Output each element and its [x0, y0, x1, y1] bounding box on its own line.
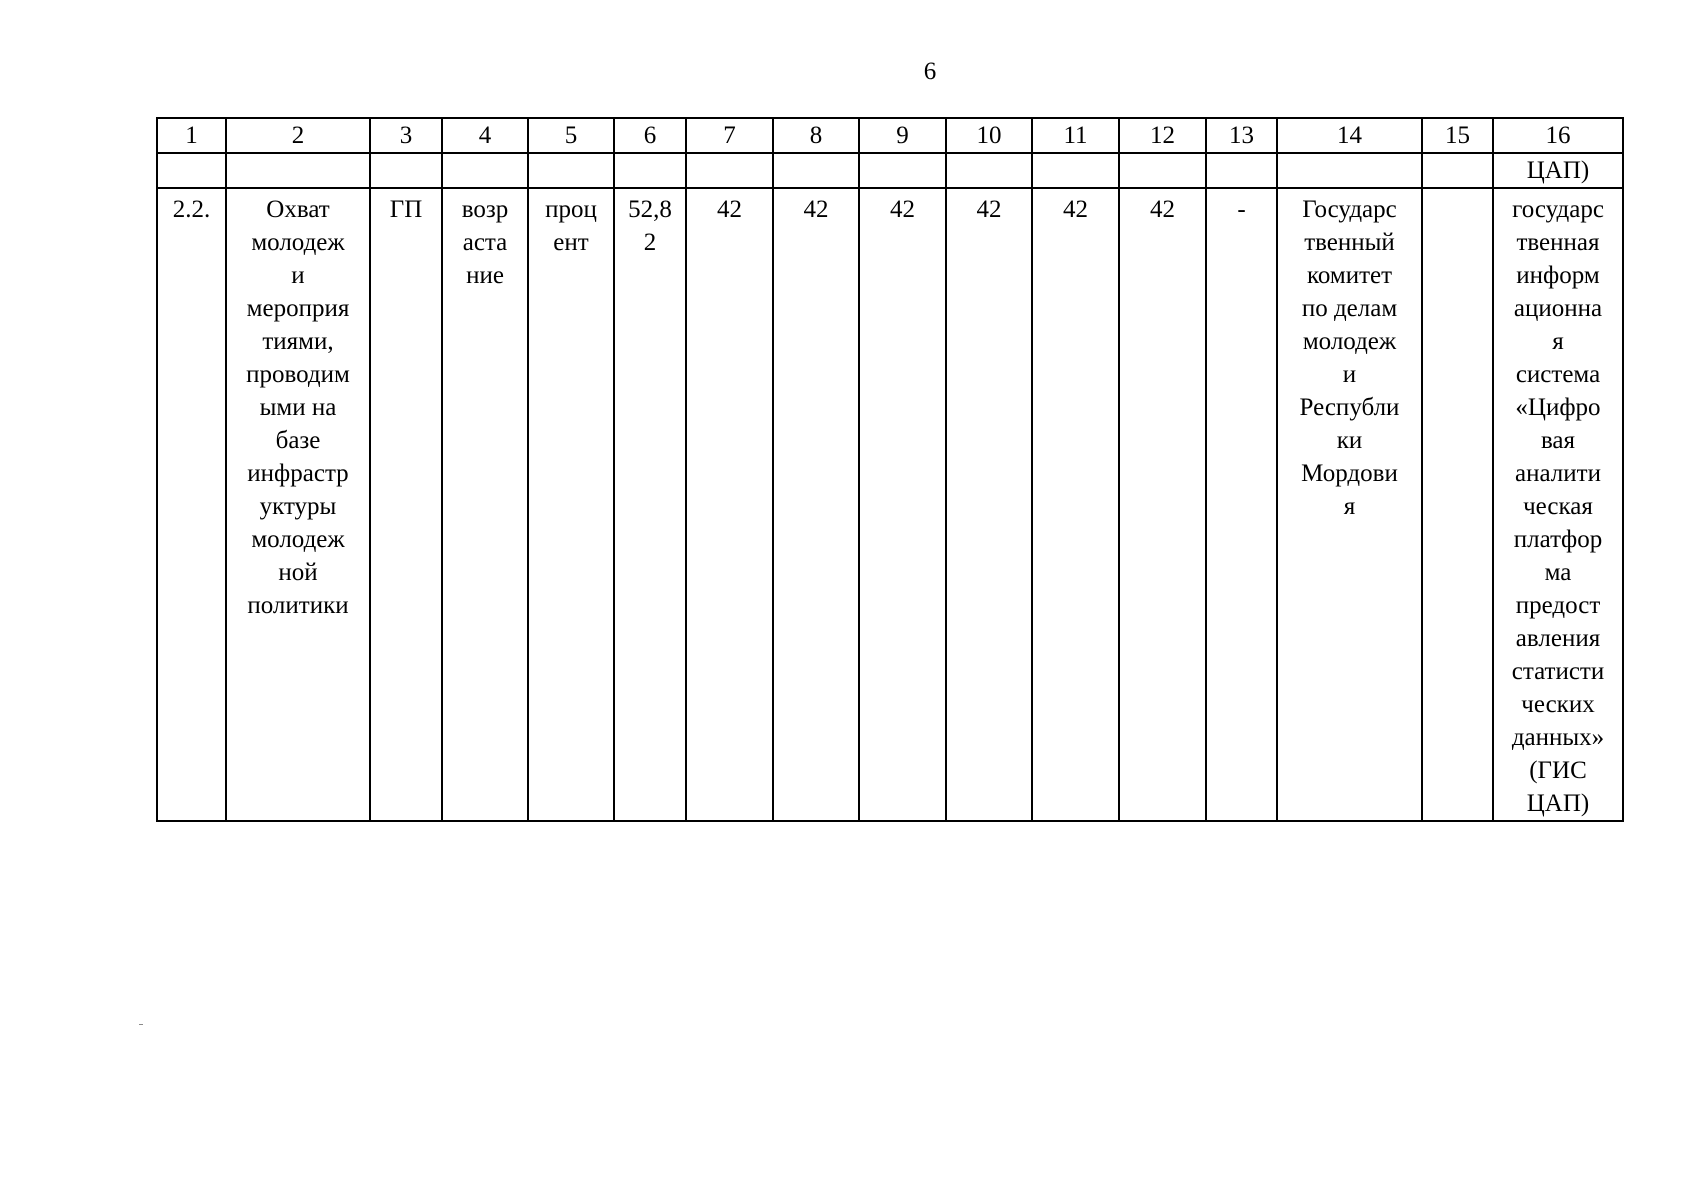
- cell-text: [617, 193, 683, 259]
- column-number: 7: [686, 118, 773, 153]
- cell-line: ационна: [1513, 295, 1603, 322]
- column-number: 11: [1032, 118, 1119, 153]
- table-cell: [442, 153, 528, 188]
- cell-line: 52,8: [628, 196, 672, 223]
- cell-line: платфор: [1513, 526, 1603, 553]
- cell-info-system: [1493, 188, 1623, 821]
- table-cell: [614, 153, 686, 188]
- cell-base-value: [614, 188, 686, 821]
- cell-value: [1119, 188, 1206, 821]
- indicator-table: [156, 117, 1624, 822]
- page-number: 6: [923, 58, 937, 85]
- column-number: 13: [1206, 118, 1277, 153]
- cell-line: 42: [717, 196, 742, 223]
- cell-line: предост: [1515, 592, 1601, 619]
- cell-text: [229, 193, 367, 622]
- cell-value: [859, 188, 946, 821]
- cell-line: авления: [1515, 625, 1601, 652]
- table-cell: ЦАП): [1493, 153, 1623, 188]
- cell-line: 42: [890, 196, 915, 223]
- column-number: 6: [614, 118, 686, 153]
- cell-line: -: [1237, 196, 1246, 223]
- cell-empty: [1422, 188, 1493, 821]
- table-cell: [1119, 153, 1206, 188]
- cell-unit: [528, 188, 614, 821]
- table-row: [157, 188, 1623, 821]
- column-number-row: [157, 118, 1623, 153]
- cell-line: 2: [643, 229, 657, 256]
- cell-number: [157, 188, 226, 821]
- cell-text: [862, 193, 943, 226]
- table-cell: [1032, 153, 1119, 188]
- table-cell: [859, 153, 946, 188]
- cell-line: возр: [461, 196, 509, 223]
- cell-responsible: [1277, 188, 1422, 821]
- cell-line: Государс: [1302, 196, 1397, 223]
- cell-text: [949, 193, 1029, 226]
- cell-line: ГП: [389, 196, 423, 223]
- cell-line: и: [1342, 361, 1357, 388]
- cell-line: ент: [553, 229, 589, 256]
- cell-line: твенная: [1516, 229, 1600, 256]
- table-cell: [370, 153, 442, 188]
- cell-line: инфрастр: [247, 460, 349, 487]
- cell-line: Мордови: [1301, 460, 1398, 487]
- cell-line: ма: [1544, 559, 1572, 586]
- cell-text: [531, 193, 611, 259]
- cell-line: 42: [803, 196, 829, 223]
- cell-line: 42: [1063, 196, 1088, 223]
- cell-line: молодеж: [251, 526, 345, 553]
- cell-line: ческих: [1521, 691, 1595, 718]
- cell-text: [445, 193, 525, 292]
- cell-line: ной: [278, 559, 318, 586]
- cell-line: я: [1552, 328, 1564, 355]
- cell-line: твенный: [1304, 229, 1395, 256]
- cell-line: данных»: [1511, 724, 1605, 751]
- cell-dash: [1206, 188, 1277, 821]
- table-cell: [686, 153, 773, 188]
- cell-line: вая: [1540, 427, 1576, 454]
- cell-line: базе: [275, 427, 321, 454]
- table-cell: [157, 153, 226, 188]
- cell-line: статисти: [1511, 658, 1605, 685]
- table-cell: [1277, 153, 1422, 188]
- cell-value: [1032, 188, 1119, 821]
- cell-value: [686, 188, 773, 821]
- cell-text: [373, 193, 439, 226]
- cell-line: 42: [976, 196, 1002, 223]
- cell-line: проц: [545, 196, 597, 223]
- cell-indicator-name: [226, 188, 370, 821]
- cell-line: 2.2.: [172, 196, 211, 223]
- cell-line: я: [1343, 493, 1356, 520]
- table-cell: [226, 153, 370, 188]
- table-cell: [1422, 153, 1493, 188]
- cell-line: молодеж: [251, 229, 345, 256]
- cell-line: проводим: [246, 361, 350, 388]
- cell-text: [1496, 193, 1620, 820]
- cell-trend: [442, 188, 528, 821]
- table-cell: [1206, 153, 1277, 188]
- cell-line: и: [291, 262, 305, 289]
- column-number: 4: [442, 118, 528, 153]
- continuation-row: [157, 153, 1623, 188]
- column-number: 5: [528, 118, 614, 153]
- cell-line: политики: [247, 592, 349, 619]
- cell-text: [1209, 193, 1274, 226]
- column-number: 8: [773, 118, 859, 153]
- column-number: 12: [1119, 118, 1206, 153]
- cell-line: Республи: [1299, 394, 1400, 421]
- cell-line: аста: [462, 229, 508, 256]
- column-number: 1: [157, 118, 226, 153]
- cell-text: [1035, 193, 1116, 226]
- cell-line: «Цифро: [1515, 394, 1601, 421]
- cell-line: уктуры: [259, 493, 337, 520]
- cell-line: система: [1515, 361, 1601, 388]
- cell-text: [1280, 193, 1419, 523]
- table-cell: [773, 153, 859, 188]
- cell-value: [773, 188, 859, 821]
- cell-line: аналити: [1515, 460, 1601, 487]
- column-number: 9: [859, 118, 946, 153]
- cell-line: государс: [1512, 196, 1604, 223]
- cell-line: комитет: [1306, 262, 1393, 289]
- cell-text: [689, 193, 770, 226]
- cell-line: ыми на: [259, 394, 337, 421]
- cell-line: ческая: [1523, 493, 1593, 520]
- cell-line: молодеж: [1302, 328, 1397, 355]
- column-number: 10: [946, 118, 1032, 153]
- column-number: 14: [1277, 118, 1422, 153]
- cell-line: тиями,: [262, 328, 334, 355]
- cell-line: ние: [466, 262, 504, 289]
- cell-line: мероприя: [246, 295, 350, 322]
- cell-text: [160, 193, 223, 226]
- cell-line: ки: [1336, 427, 1363, 454]
- cell-line: информ: [1516, 262, 1600, 289]
- cell-line: 42: [1150, 196, 1175, 223]
- cell-value: [946, 188, 1032, 821]
- cell-line: по делам: [1301, 295, 1398, 322]
- table-cell: [528, 153, 614, 188]
- scan-speck: [139, 1024, 143, 1025]
- cell-line: ЦАП): [1526, 790, 1590, 817]
- column-number: 2: [226, 118, 370, 153]
- cell-line: Охват: [266, 196, 330, 223]
- column-number: 3: [370, 118, 442, 153]
- table-cell: [946, 153, 1032, 188]
- cell-line: (ГИС: [1529, 757, 1587, 784]
- cell-text: [776, 193, 856, 226]
- cell-text: [1122, 193, 1203, 226]
- column-number: 16: [1493, 118, 1623, 153]
- cell-indicator-type: [370, 188, 442, 821]
- column-number: 15: [1422, 118, 1493, 153]
